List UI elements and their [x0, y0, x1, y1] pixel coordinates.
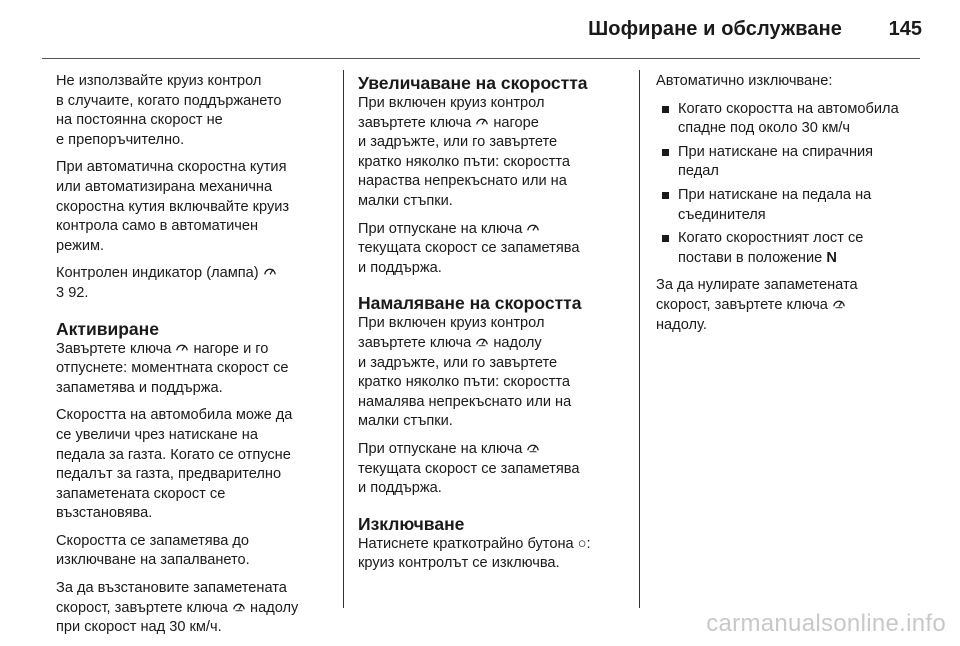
paragraph	[358, 535, 638, 574]
paragraph: Скоростта се запаметява до изключване на запалването.	[56, 532, 250, 569]
text: надолу.	[656, 316, 707, 333]
cruise-control-icon	[263, 265, 277, 277]
off-button-icon: ○	[577, 535, 587, 552]
section-heading-activation: Активиране	[56, 318, 159, 339]
text: текущата скорост се запаметява и поддържа.	[358, 240, 580, 276]
text: Контролен индикатор (лампа)	[56, 265, 259, 282]
paragraph	[358, 440, 638, 499]
page-reference: 92.	[68, 284, 89, 301]
cruise-set-icon	[832, 297, 846, 309]
paragraph: Автоматично изключване:	[656, 73, 833, 89]
paragraph	[56, 264, 330, 303]
column-right	[656, 72, 926, 343]
text: При отпускане на ключа	[358, 440, 523, 457]
text: Натиснете краткотрайно бутона	[358, 535, 574, 552]
paragraph	[656, 276, 926, 335]
cruise-set-icon	[526, 441, 540, 453]
list-item: Когато скоростта на автомобила спадне под около 30 км/ч	[656, 100, 926, 139]
paragraph: Скоростта на автомобила може да се увеличи чрез натискане на педала за газта. Когато се отпусне педалът за газта, предварително запаметената скорост се възстановява.	[56, 407, 293, 522]
text: текущата скорост се запаметява и поддържа.	[358, 460, 580, 497]
bullet-list	[656, 100, 926, 269]
list-item: При натискане на педала на съединителя	[656, 186, 926, 225]
text: За да възстановите запаметената скорост, завъртете ключа	[56, 580, 287, 616]
paragraph	[56, 340, 330, 399]
text: При включен круиз контрол завъртете ключа	[358, 95, 545, 131]
paragraph: При автоматична скоростна кутия или автоматизирана механична скоростна кутия включвайте круиз контрола само в автоматичен режим.	[56, 159, 290, 254]
arrow-ref-icon: 3	[56, 284, 65, 301]
text: надолу при скорост над 30 км/ч.	[56, 599, 299, 636]
text: надолу и задръжте, или го завъртете кратко няколко пъти: скоростта намалява непрекъснато или на малки стъпки.	[358, 334, 572, 430]
column-divider	[639, 70, 640, 608]
section-heading-off: Изключване	[358, 513, 465, 534]
page-header	[0, 0, 960, 60]
paragraph	[358, 94, 638, 212]
cruise-control-icon	[526, 221, 540, 233]
text: За да нулирате запаметената скорост, завъртете ключа	[656, 277, 858, 313]
section-heading-decrease: Намаляване на скоростта	[358, 293, 582, 314]
page-number: 145	[888, 18, 922, 40]
gear-position: N	[826, 249, 837, 266]
column-left	[56, 72, 330, 646]
paragraph	[358, 314, 638, 432]
column-middle	[358, 72, 638, 582]
section-heading-increase: Увеличаване на скоростта	[358, 73, 588, 93]
paragraph	[56, 579, 330, 638]
text: нагоре и задръжте, или го завъртете кратко няколко пъти: скоростта нараства непрекъснато или на малки стъпки.	[358, 114, 571, 209]
paragraph: Не използвайте круиз контрол в случаите, когато поддържането на постоянна скорост не е препоръчително.	[56, 73, 282, 148]
text: При отпускане на ключа	[358, 220, 523, 237]
text: Завъртете ключа	[56, 340, 172, 357]
watermark: carmanualsonline.info	[706, 610, 946, 637]
cruise-set-icon	[232, 600, 246, 612]
cruise-set-icon	[475, 335, 489, 347]
cruise-control-icon	[175, 341, 189, 353]
paragraph	[358, 220, 638, 279]
column-divider	[343, 70, 344, 608]
text: При включен круиз контрол завъртете ключа	[358, 315, 545, 351]
text: : круиз контролът се изключва.	[358, 535, 591, 572]
list-item	[656, 229, 926, 268]
text: Когато скоростният лост се постави в положение	[678, 230, 864, 266]
page-title: Шофиране и обслужване	[588, 18, 842, 40]
text: нагоре и го отпуснете: моментната скорост се запаметява и поддържа.	[56, 340, 289, 396]
cruise-control-icon	[475, 115, 489, 127]
list-item: При натискане на спирачния педал	[656, 143, 926, 182]
header-rule	[42, 58, 920, 59]
